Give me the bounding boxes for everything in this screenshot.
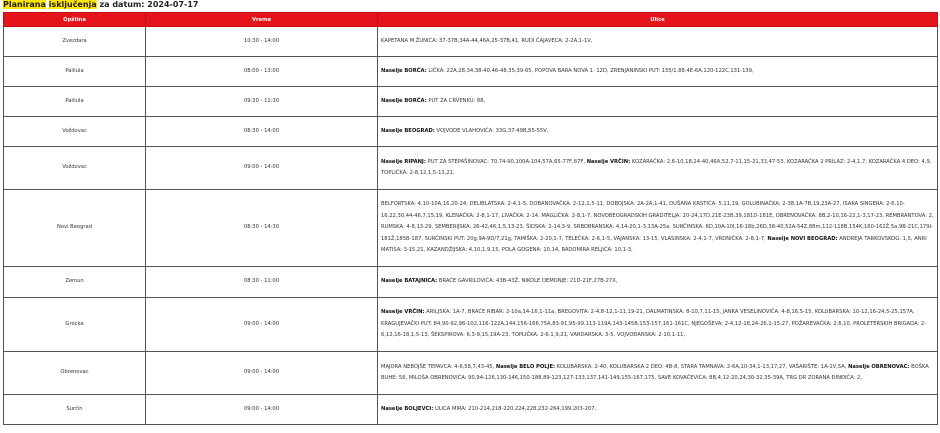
settlement-label: Naselje BEOGRAD: [381,127,435,134]
table-header-row [4,13,938,27]
cell-ulice [378,27,938,57]
cell-vreme: 09:30 - 11:30 [146,87,378,117]
street-list: ANDREJA TARKOVSKOG: 1,5, ANRI MATISA: 3-15,21, KAZANDŽIJSKA: 4,10,1,9,15, POLA GOGENA: 10,14, RADOMIRA RELJIĆA: 10,1-3, [381,235,927,254]
cell-ulice [378,190,938,267]
cell-opstina: Palilula [4,87,146,117]
settlement-label: Naselje NOVI BEOGRAD: [767,235,838,242]
settlement-label: Naselje OBRENOVAC: [848,363,910,370]
cell-ulice [378,352,938,395]
cell-opstina: Zemun [4,267,146,298]
cell-ulice [378,57,938,87]
cell-opstina: Voždovac [4,117,146,147]
cell-opstina: Surčin [4,395,146,425]
street-list: KOLUBARSKA: 2-40, KOLUBARSKA 2 DEO: 4B-8, STARA TAMNAVA: 2-6A,10-34,1-13,17,27, VAŠARIŠTE: 1A-1V,5A, [555,363,849,370]
table-body [4,27,938,425]
title-highlight-2: isključenja [48,0,97,9]
cell-opstina: Voždovac [4,147,146,190]
cell-opstina: Zvezdara [4,27,146,57]
table-row [4,57,938,87]
street-list: BOŠKA BUHE: 56, MILOŠA OBRENOVIĆA: 90,94-126,130-146,150-188,89-123,127-133,137,141-149,155-167,175, SAVE KOVAČEVIĆA: 8B,4,12-20,24,30-32,35-39A, TRG DR ZORANA ĐINĐIĆA: 2, [381,363,929,381]
settlement-label: Naselje BELO POLJE: [495,363,556,370]
title-highlight-1: Planirana [3,0,46,9]
settlement-label: Naselje VRČIN: [586,158,631,165]
cell-vreme: 08:30 - 11:00 [146,267,378,298]
cell-ulice [378,87,938,117]
cell-vreme: 08:00 - 13:00 [146,57,378,87]
cell-vreme: 08:30 - 14:00 [146,117,378,147]
cell-ulice [378,395,938,425]
street-list: BELFORTSKA: 4,10-10A,16,20-24, DELIBLATSKA: 2-4,1-5, DOBANOVAČKA: 2-12,1,5-11, DOBOJSKA: 2A-2A,1-41, DUŠANA KRSTIĆA: 5,11,19, GOLUBINAČKA: 2-38,1A-7B,19,23A-27, ISAKA SINGERA: 2-6,10-16,22,30,44-46,7,15,19, KLENAČKA: 2-8,1-17, LIVAČKA: 2-14, MAGLIČKA: 2-8,1-7, NOVOBEOGRADSKIH GRADITELJA: 20-24,17D,21E-23B,39,181D-181E, OBRENOVAČKA: 8B,2-10,16-22,1-3,17-23, REMBRANTOVA: 2, RUMSKA: 4-8,13-29, SEMBERIJSKA: 26-42,46,1,5,13-23, ŠIDSKA: 2-14,3-9, SRBOBRANSKA: 4,14-20,1-3,13A-25a, SURČINSKA: 6D,10A-10I,16-18b,26D,38-40,52A-54Z,88m,112-118B,154K,160-162Ž,5a,9B-21C,179I-181Ž,185B-187, SURČINSKI PUT: 20g,9A-9D/7,21g, TAMIŠKA: 2-20,1-7, TELEČKA: 2-6,1-5, VAJANSKA: 13-15, VLASINSKA: 2-4,1-7, VRDNIČKA: 2-8,1-7, [381,201,934,242]
table-row [4,190,938,267]
settlement-label: Naselje BORČA: [381,97,427,104]
cell-vreme: 09:00 - 14:00 [146,352,378,395]
cell-vreme: 08:30 - 14:30 [146,190,378,267]
cell-vreme: 09:00 - 14:00 [146,147,378,190]
table-row [4,117,938,147]
street-list: VOJVODE VLAHOVIĆA: 33G,37-49B,55-55V, [434,127,549,134]
street-list: BRAĆE GAVRILOVIĆA: 43B-43Ž, NIKOLE DEMONJE: 21D-21F,27B-27X, [437,278,618,285]
settlement-label: Naselje BORČA: [381,67,427,74]
street-list: PUT ZA STEPAŠINOVAC: 70,74-90,100A-104,57A,65-77F,87F, [425,158,587,165]
cell-ulice [378,117,938,147]
cell-vreme: 09:00 - 14:00 [146,298,378,352]
cell-opstina: Palilula [4,57,146,87]
header-vreme: Vreme [146,13,378,27]
cell-ulice [378,147,938,190]
table-row [4,267,938,298]
cell-opstina: Grocka [4,298,146,352]
table-row [4,298,938,352]
header-opstina: Opština [4,13,146,27]
street-list: ULICA MIRA: 210-214,218-220,224,228,232-264,199,203-207, [433,405,597,412]
settlement-label: Naselje VRČIN: [381,309,425,316]
title-date: za datum: 2024-07-17 [96,0,199,9]
cell-opstina: Novi Beograd [4,190,146,267]
table-row [4,27,938,57]
cell-ulice [378,267,938,298]
page-title [3,0,198,10]
street-list: KAPETANA M.ŽUNIĆA: 37-37B,34A-44,46A,25-37B,41, RUDI ČAJAVECA: 2-2A,1-1V, [381,37,593,44]
cell-vreme: 10:30 - 14:00 [146,27,378,57]
settlement-label: Naselje BOLJEVCI: [381,405,434,412]
street-list: ARILJSKA: 1A-7, BRAĆE RIBAR: 2-10a,14-16,1-11a, BREGOVITA: 2-4,8-12,1-11,19-21, DALMATINSKA: 8-10,7,11-15, JANKA VESELINOVIĆA: 4-8,16,5-15, KOLUBARSKA: 10-12,16-24,5-25,157A, KRAGUJEVAČKI PUT: 84,90-92,96-102,116-122A,144,156-166,75A,83-91,95-99,113-119A,143-145B,153-157,161-161C, NJEGOŠEVA: 2-4,12-18,24-26,1-15,27, POŽAREVAČKA: 2,6,10, PROLETERSKIH BRIGADA: 2-6,12,16-18,1,5-13, ŠEKSPIROVA: 6,3-9,15,19A-23, TOPLIČKA: 2-6,1,9,21, VARDARSKA: 3-5, VOJVOĐANSKA: 2-10,1-11, [381,309,927,339]
table-row [4,87,938,117]
table-row [4,352,938,395]
cell-ulice [378,298,938,352]
street-list: MAJORA NEBOJŠE TEPAVCA: 4-6,58,7,43-45, [381,363,496,370]
table-row [4,147,938,190]
header-ulice: Ulice [378,13,938,27]
cell-opstina: Obrenovac [4,352,146,395]
table-row [4,395,938,425]
cell-vreme: 09:00 - 14:00 [146,395,378,425]
outage-table [3,12,938,425]
street-list: PUT ZA CRVENKU: 88, [426,97,486,104]
settlement-label: Naselje BATAJNICA: [381,278,438,285]
settlement-label: Naselje RIPANJ: [381,158,426,165]
street-list: KOZARAČKA: 2,6-10,18,24-40,46A,52,7-11,15-21,33,47-53, KOZARAČKA 2 PRILAZ: 2-4,1,7, KOZARAČKA 4 DEO: 4,9, TOPLIČKA: 2-8,12,1,5-13,21, [381,158,932,176]
street-list: LIČKA: 22A,28,34,38-40,46-48,35,39-65, POPOVA BARA NOVA 1: 12D, ZRENJANINSKI PUT: 135/1,88,4E-6A,120-122C,131-139, [426,67,754,74]
